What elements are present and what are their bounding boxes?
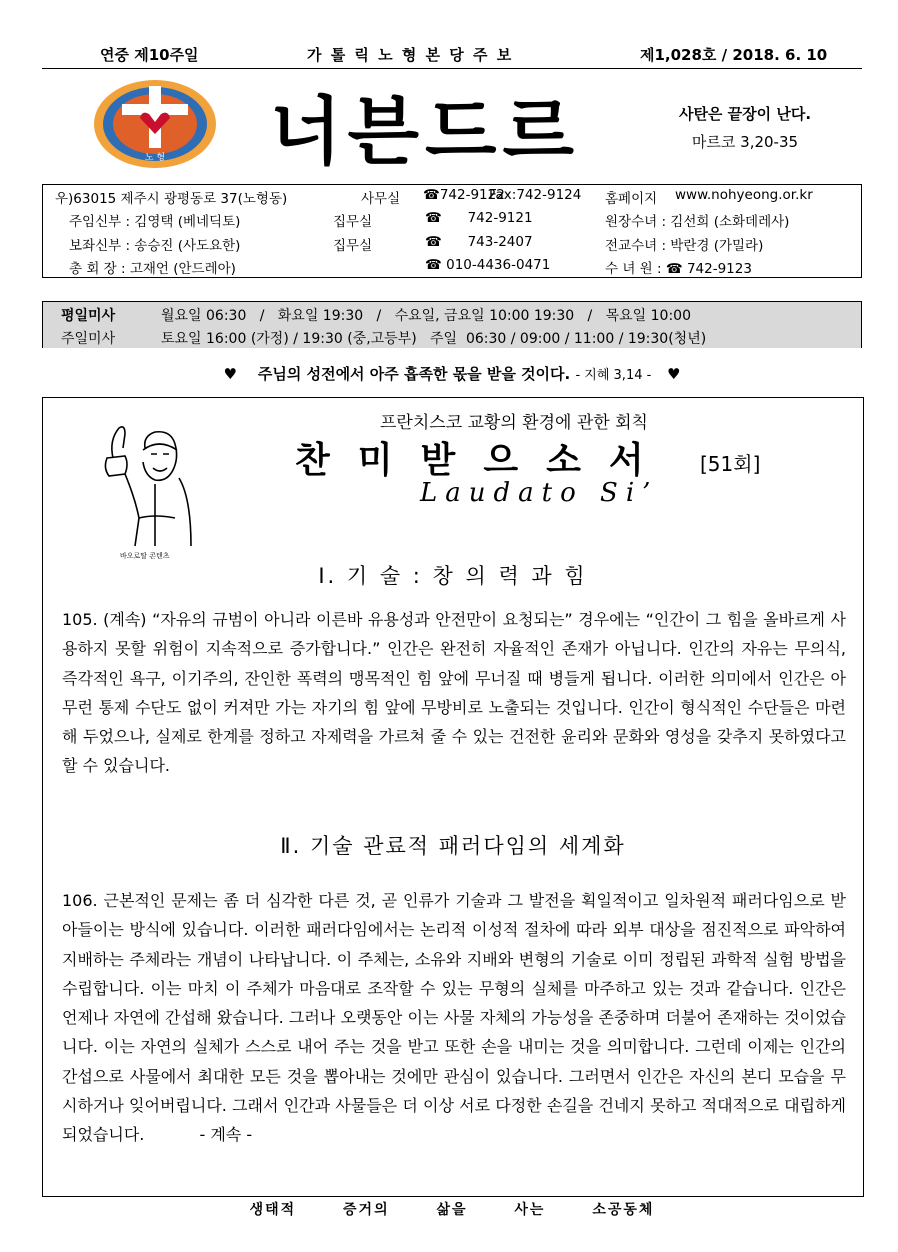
paragraph-106-text: 106. 근본적인 문제는 좀 더 심각한 다른 것, 곧 인류가 기술과 그 발전을 획일적이고 일차원적 패러다임으로 받아들이는 방식에 있습니다. 이러한 패러다임에서는 논리적 이성적 절차에 따라 외부 대상을 점진적으로 파악하여 지배하는 주체라는 개념이 나타납니다. 이 주체는, 소유와 지배와 변형의 기술로 이미 정립된 과학적 실험 방법을 수립합니다. 이는 마치 이 주체가 마음대로 조작할 수 있는 무형의 실체를 마주하고 있는 것과 같습니다. 인간은 언제나 자연에 간섭해 왔습니다. 그러나 오랫동안 이는 사물 자체의 가능성을 존중하며 더불어 존재하는 것이었습니다. 이는 자연의 실체가 스스로 내어 주는 것을 받고 또한 손을 내미는 것을 의미합니다. 그런데 이제는 인간의 간섭으로 사물에서 최대한 모든 것을 뽑아내는 것에만 관심이 있습니다. 그러면서 인간은 자신의 본디 모습을 무시하거나 잊어버립니다. 그래서 인간과 사물들은 더 이상 서로 다정한 손길을 건네지 못하고 적대적으로 대립하게 되었습니다. xyxy=(62,891,846,1145)
staff-role: 보좌신부 : 송승진 (사도요한) xyxy=(69,238,241,254)
pope-illustration xyxy=(95,418,195,553)
masthead-title: 너븐드르 xyxy=(270,89,580,175)
heart-icon: ♥ xyxy=(666,365,681,383)
heart-icon: ♥ xyxy=(223,365,237,383)
info-row xyxy=(43,232,861,255)
homepage-label: 홈페이지 xyxy=(605,191,658,207)
motto-reference: 마르코 3,20-35 xyxy=(691,133,799,151)
continued-note: - 계속 - xyxy=(199,1125,253,1145)
sunday-mass-row xyxy=(43,325,861,348)
bulletin-header xyxy=(42,44,862,66)
section-heading-2: Ⅱ. 기술 관료적 패러다임의 세계화 xyxy=(280,834,626,858)
room-label: 집무실 xyxy=(333,214,373,230)
staff-role-right: 원장수녀 : 김선희 (소화데레사) xyxy=(605,214,790,230)
liturgical-season: 연중 제10주일 xyxy=(100,46,199,64)
article-title: 찬미받으소서 xyxy=(295,440,672,481)
weekday-mass-label: 평일미사 xyxy=(61,308,116,324)
info-row xyxy=(43,255,861,278)
episode-number: [51회] xyxy=(700,452,761,476)
staff-role-right: 수 녀 원 : ☎ 742-9123 xyxy=(605,261,752,277)
motto-line: 사탄은 끝장이 난다. xyxy=(678,105,812,123)
info-row xyxy=(43,208,861,231)
office-fax: Fax:742-9124 xyxy=(489,187,582,203)
room-label: 집무실 xyxy=(333,238,373,254)
issue-info: 제1,028호 / 2018. 6. 10 xyxy=(640,46,828,64)
bulletin-name: 가 톨 릭 노 형 본 당 주 보 xyxy=(307,46,514,64)
image-caption: 바오로딸 콘텐츠 xyxy=(120,552,170,560)
homepage-link[interactable]: www.nohyeong.or.kr xyxy=(675,187,813,203)
office-label: 사무실 xyxy=(361,191,401,207)
sunday-mass-label: 주일미사 xyxy=(61,331,116,347)
sunday-mass-times: 토요일 16:00 (가정) / 19:30 (중,고등부) 주일 06:30 / 09:00 / 11:00 / 19:30(청년) xyxy=(161,331,707,347)
room-phone: ☎ 742-9121 xyxy=(425,210,533,226)
parish-info-box xyxy=(42,184,862,278)
office-phone: ☎742-9122 xyxy=(423,187,505,203)
mass-schedule xyxy=(42,301,862,348)
footer-slogan: 생태적 증거의 삶을 사는 소공동체 xyxy=(249,1202,655,1218)
staff-role: 주임신부 : 김영택 (베네딕토) xyxy=(69,214,241,230)
verse-reference: - 지혜 3,14 - xyxy=(575,368,652,383)
header-rule xyxy=(42,68,862,69)
weekly-motto xyxy=(640,100,850,156)
room-phone: ☎ 743-2407 xyxy=(425,234,533,250)
room-phone: ☎ 010-4436-0471 xyxy=(425,257,551,273)
verse-text: 주님의 성전에서 아주 흡족한 몫을 받을 것이다. xyxy=(257,365,571,383)
verse-line xyxy=(42,363,862,384)
logo-text: 노 형 xyxy=(144,153,166,163)
paragraph-106 xyxy=(62,886,846,1150)
parish-logo xyxy=(92,78,218,170)
section-heading-1: Ⅰ. 기 술 : 창 의 력 과 힘 xyxy=(318,564,588,588)
staff-role: 총 회 장 : 고재언 (안드레아) xyxy=(69,261,236,277)
info-address-row xyxy=(43,185,861,208)
weekday-mass-times: 월요일 06:30 / 화요일 19:30 / 수요일, 금요일 10:00 19:30 / 목요일 10:00 xyxy=(161,308,691,324)
paragraph-105: 105. (계속) “자유의 규범이 아니라 이른바 유용성과 안전만이 요청되는” 경우에는 “인간이 그 힘을 올바르게 사용하지 못할 위험이 지속적으로 증가합니다.” 인간은 완전히 자율적인 존재가 아닙니다. 인간의 자유는 무의식, 즉각적인 욕구, 이기주의, 잔인한 폭력의 맹목적인 힘 앞에 무너질 때 병들게 됩니다. 이러한 의미에서 인간은 아무런 통제 수단도 없이 커져만 가는 자기의 힘 앞에 무방비로 노출되는 것입니다. 인간이 형식적인 수단들은 마련해 두었으나, 실제로 한계를 정하고 자제력을 가르쳐 줄 수 있는 건전한 윤리와 문화와 영성을 갖추지 못하였다고 할 수 있습니다. xyxy=(62,610,846,776)
weekday-mass-row xyxy=(43,302,861,326)
staff-role-right: 전교수녀 : 박란경 (가밀라) xyxy=(605,238,764,254)
latin-title: Laudato Si’ xyxy=(420,478,659,508)
article-subtitle: 프란치스코 교황의 환경에 관한 회칙 xyxy=(380,413,648,433)
address: 우)63015 제주시 광평동로 37(노형동) xyxy=(55,191,288,207)
